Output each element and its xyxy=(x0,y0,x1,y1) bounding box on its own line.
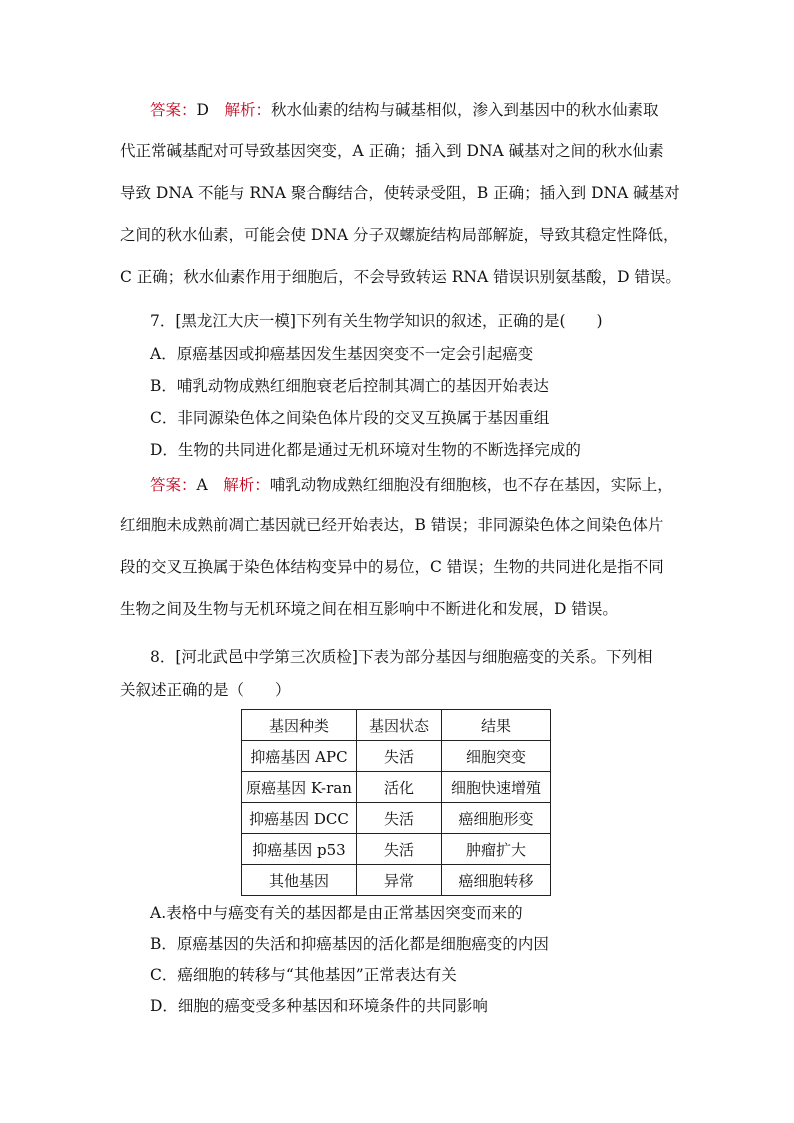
answer-value: D xyxy=(196,101,209,119)
q7-option-b: B．哺乳动物成熟红细胞衰老后控制其凋亡的基因开始表达 xyxy=(150,377,549,395)
table-cell: 细胞突变 xyxy=(442,741,551,772)
table-cell: 其他基因 xyxy=(242,865,357,896)
table-header: 基因种类 xyxy=(242,710,357,741)
q6-answer-line5: C 正确；秋水仙素作用于细胞后，不会导致转运 RNA 错误识别氨基酸，D 错误。 xyxy=(120,268,681,286)
table-cell: 细胞快速增殖 xyxy=(442,772,551,803)
q7-stem: 7．[黑龙江大庆一模]下列有关生物学知识的叙述，正确的是( ) xyxy=(150,312,603,330)
q8-option-b: B．原癌基因的失活和抑癌基因的活化都是细胞癌变的内因 xyxy=(150,935,549,953)
q8-stem-line2: 关叙述正确的是（ ） xyxy=(120,681,291,699)
table-cell: 肿瘤扩大 xyxy=(442,834,551,865)
table-cell: 癌细胞转移 xyxy=(442,865,551,896)
q7-answer-line3: 段的交叉互换属于染色体结构变异中的易位，C 错误；生物的共同进化是指不同 xyxy=(120,558,664,576)
answer-value: A xyxy=(196,476,208,494)
table-cell: 抑癌基因 p53 xyxy=(242,834,357,865)
table-cell: 失活 xyxy=(357,803,442,834)
table-row xyxy=(242,803,551,834)
explain-label: 解析： xyxy=(223,476,270,494)
table-row xyxy=(242,865,551,896)
q7-answer-line2: 红细胞未成熟前凋亡基因就已经开始表达，B 错误；非同源染色体之间染色体片 xyxy=(120,516,664,534)
table-row xyxy=(242,834,551,865)
table-row xyxy=(242,741,551,772)
table-cell: 癌细胞形变 xyxy=(442,803,551,834)
q8-option-a: A.表格中与癌变有关的基因都是由正常基因突变而来的 xyxy=(150,904,523,922)
table-cell: 失活 xyxy=(357,834,442,865)
q8-option-d: D．细胞的癌变受多种基因和环境条件的共同影响 xyxy=(150,997,488,1015)
q8-stem-line1: 8．[河北武邑中学第三次质检]下表为部分基因与细胞癌变的关系。下列相 xyxy=(150,648,653,666)
q7-option-a: A．原癌基因或抑癌基因发生基因突变不一定会引起癌变 xyxy=(150,345,534,363)
q8-option-c: C．癌细胞的转移与“其他基因”正常表达有关 xyxy=(150,966,457,984)
table-row xyxy=(242,772,551,803)
table-cell: 抑癌基因 DCC xyxy=(242,803,357,834)
q6-answer-line1 xyxy=(150,100,659,120)
table-cell: 抑癌基因 APC xyxy=(242,741,357,772)
table-header: 结果 xyxy=(442,710,551,741)
table-header: 基因状态 xyxy=(357,710,442,741)
q6-answer-line4: 之间的秋水仙素，可能会使 DNA 分子双螺旋结构局部解旋，导致其稳定性降低， xyxy=(120,226,679,244)
q6-answer-line2: 代正常碱基配对可导致基因突变，A 正确；插入到 DNA 碱基对之间的秋水仙素 xyxy=(120,142,664,160)
q6-answer-line3: 导致 DNA 不能与 RNA 聚合酶结合，使转录受阻，B 正确；插入到 DNA 碱基对 xyxy=(120,184,680,202)
q7-option-c: C．非同源染色体之间染色体片段的交叉互换属于基因重组 xyxy=(150,409,550,427)
q7-answer-line1 xyxy=(150,475,673,495)
explain-text: 哺乳动物成熟红细胞没有细胞核，也不存在基因，实际上， xyxy=(269,476,673,494)
q7-answer-line4: 生物之间及生物与无机环境之间在相互影响中不断进化和发展，D 错误。 xyxy=(120,600,618,618)
answer-label: 答案： xyxy=(150,476,197,494)
table-header-row xyxy=(242,710,551,741)
table-cell: 失活 xyxy=(357,741,442,772)
table-cell: 活化 xyxy=(357,772,442,803)
table-cell: 原癌基因 K-ran xyxy=(242,772,357,803)
explain-label: 解析： xyxy=(224,101,271,119)
answer-label: 答案： xyxy=(150,101,197,119)
table-cell: 异常 xyxy=(357,865,442,896)
q7-option-d: D．生物的共同进化都是通过无机环境对生物的不断选择完成的 xyxy=(150,441,581,459)
explain-text: 秋水仙素的结构与碱基相似，渗入到基因中的秋水仙素取 xyxy=(270,101,659,119)
gene-table xyxy=(241,709,551,896)
